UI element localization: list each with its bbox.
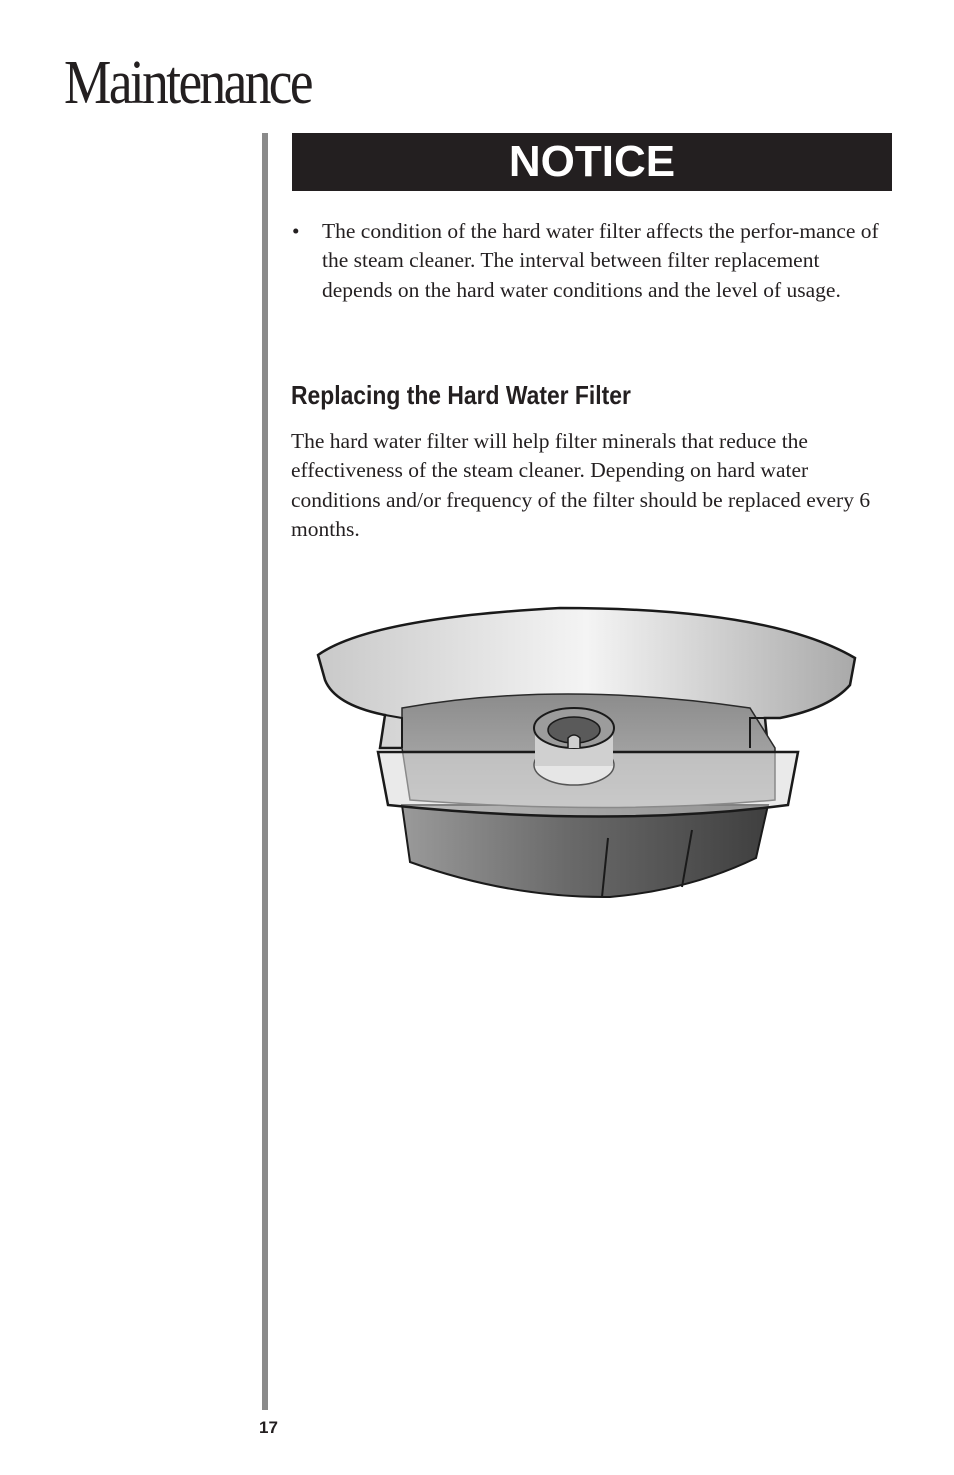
hard-water-filter-illustration: [310, 600, 864, 905]
page-title: Maintenance: [64, 49, 311, 117]
page-number: 17: [259, 1418, 278, 1437]
notice-bullet-text: The condition of the hard water filter affects the perfor-mance of the steam cleaner. The interval between filter replacement depends on the hard water conditions and the level of usage.: [322, 219, 879, 302]
bullet-symbol: •: [292, 219, 300, 243]
notice-bullet-item: [292, 217, 882, 305]
notice-banner: NOTICE: [292, 133, 892, 191]
side-rule: [262, 133, 268, 1410]
section-body: The hard water filter will help filter minerals that reduce the effectiveness of the steam cleaner. Depending on hard water conditions and/or frequency of the filter should be replaced every 6 months.: [291, 429, 871, 541]
section-heading: Replacing the Hard Water Filter: [291, 380, 631, 410]
filter-base: [402, 805, 768, 897]
